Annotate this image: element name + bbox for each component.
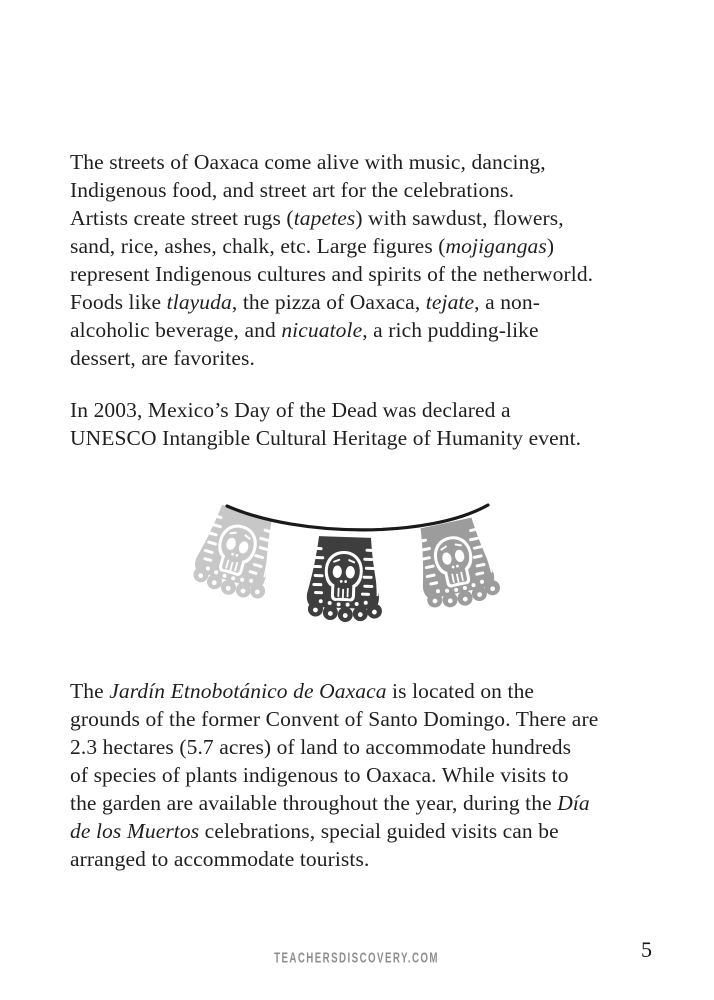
text-line: grounds of the former Convent of Santo Domingo. There are (70, 707, 599, 731)
text-line: In 2003, Mexico’s Day of the Dead was declared a (70, 398, 511, 422)
text-line: The streets of Oaxaca come alive with music, dancing, (70, 150, 546, 174)
paragraph-unesco (70, 396, 581, 452)
text-line: UNESCO Intangible Cultural Heritage of Humanity event. (70, 426, 582, 450)
papel-picado-flag-right (411, 515, 503, 614)
text-line: alcoholic beverage, and nicuatole, a rich pudding-like (70, 318, 539, 342)
text-line: dessert, are favorites. (70, 346, 255, 370)
papel-picado-banner-illustration (160, 490, 520, 640)
text-line: Foods like tlayuda, the pizza of Oaxaca, tejate, a non- (70, 290, 541, 314)
text-line: the garden are available throughout the year, during the Día (70, 791, 590, 815)
text-line: sand, rice, ashes, chalk, etc. Large figures (mojigangas) (70, 234, 555, 258)
page-number: 5 (641, 937, 652, 962)
text-line: of species of plants indigenous to Oaxaca. While visits to (70, 763, 569, 787)
footer-website (0, 950, 714, 965)
text-line: de los Muertos celebrations, special guided visits can be (70, 819, 559, 843)
text-line: The Jardín Etnobotánico de Oaxaca is located on the (70, 679, 535, 703)
paragraph-streets (70, 148, 593, 372)
papel-picado-flag-left (189, 502, 285, 605)
footer-website-text: TEACHERSDISCOVERY.COM (274, 949, 440, 966)
text-line: arranged to accommodate tourists. (70, 847, 370, 871)
text-line: 2.3 hectares (5.7 acres) of land to accommodate hundreds (70, 735, 572, 759)
papel-picado-flag-middle (306, 536, 385, 624)
text-line: Artists create street rugs (tapetes) with sawdust, flowers, (70, 206, 564, 230)
text-line: represent Indigenous cultures and spirits of the netherworld. (70, 262, 594, 286)
text-line: Indigenous food, and street art for the celebrations. (70, 178, 515, 202)
paragraph-jardin (70, 677, 598, 873)
